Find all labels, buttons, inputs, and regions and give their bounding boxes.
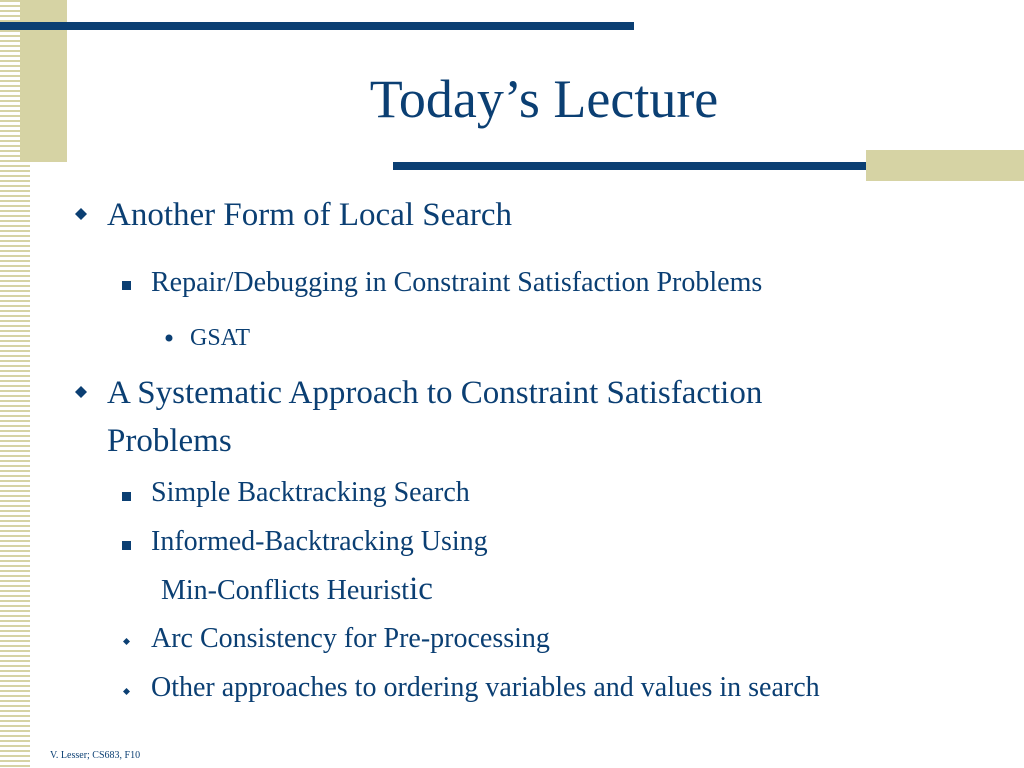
diamond-bullet-icon [75, 208, 87, 220]
min-conflicts-tail: ic [409, 571, 433, 607]
diamond-bullet-icon [75, 386, 87, 398]
dot-bullet-icon [165, 334, 173, 342]
slide-footer: V. Lesser; CS683, F10 [50, 750, 141, 761]
min-conflicts-text: Min-Conflicts Heurist [161, 575, 410, 606]
bullet-other-approaches: Other approaches to ordering variables and values in search [151, 672, 820, 703]
bullet-informed-backtracking-line1: Informed-Backtracking Using [151, 526, 488, 557]
square-bullet-icon [122, 492, 131, 501]
small-diamond-bullet-icon [123, 638, 130, 645]
bullet-informed-backtracking-line2 [161, 571, 433, 609]
bullet-arc-consistency: Arc Consistency for Pre-processing [151, 623, 550, 654]
right-block-decoration [866, 150, 1024, 181]
bullet-local-search: Another Form of Local Search [107, 197, 513, 233]
bullet-systematic-approach-line2: Problems [107, 423, 232, 459]
square-bullet-icon [122, 281, 131, 290]
bullet-gsat: GSAT [190, 325, 251, 351]
bullet-repair-debugging: Repair/Debugging in Constraint Satisfaction Problems [151, 267, 763, 298]
square-bullet-icon [122, 541, 131, 550]
top-rule-line [0, 22, 634, 30]
bullet-systematic-approach-line1: A Systematic Approach to Constraint Satisfaction [107, 375, 763, 411]
small-diamond-bullet-icon [123, 688, 130, 695]
bullet-simple-backtracking: Simple Backtracking Search [151, 477, 470, 508]
slide-title: Today’s Lecture [369, 69, 719, 129]
